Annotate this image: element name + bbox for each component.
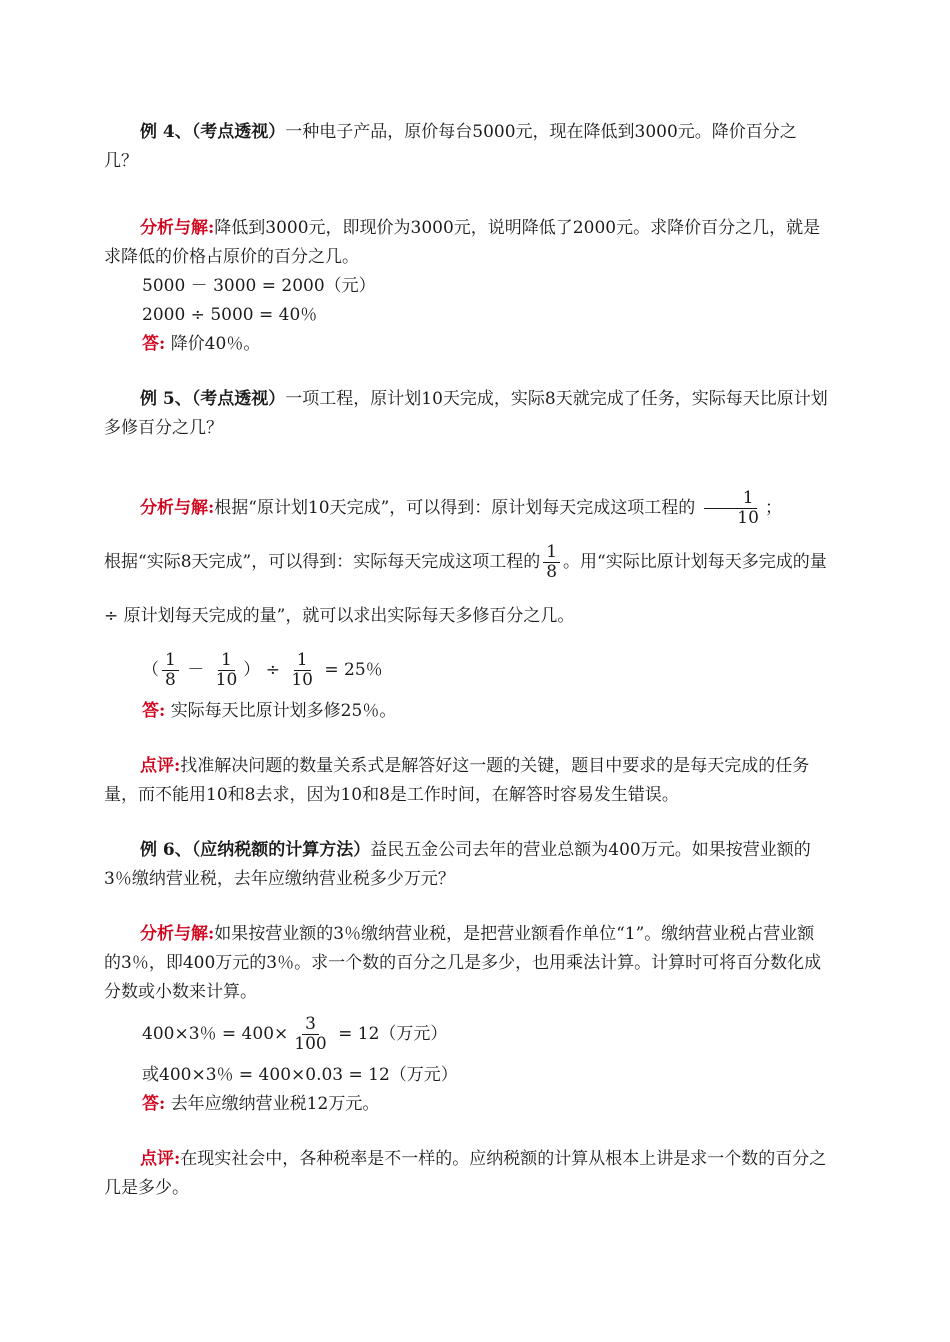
fraction <box>543 543 560 582</box>
example-4-question <box>104 118 828 176</box>
example-6-question <box>104 836 828 894</box>
comment-text: 找准解决问题的数量关系式是解答好这一题的关键，题目中要求的是每天完成的任务量，而不能用10和8去求，因为10和8是工作时间，在解答时容易发生错误。 <box>104 756 810 805</box>
document-page <box>104 118 828 1203</box>
analysis-text: 根据“原计划10天完成”，可以得到：原计划每天完成这项工程的 <box>214 498 696 518</box>
fraction-numerator: 1 <box>218 651 235 671</box>
example-4-analysis <box>104 214 828 272</box>
fraction-denominator: 8 <box>546 562 558 582</box>
example-5-comment <box>104 752 828 810</box>
analysis-text: 如果按营业额的3％缴纳营业税，是把营业额看作单位“1”。缴纳营业税占营业额的3％，即400万元的3％。求一个数的百分之几是多少，也用乘法计算。计算时可将百分数化成分数或小数来计算。 <box>104 924 822 1002</box>
answer-label: 答: <box>142 1094 166 1114</box>
equation-line: 5000 － 3000 = 2000（元） <box>142 276 376 296</box>
fraction-denominator: 10 <box>737 508 759 528</box>
analysis-text: ； <box>764 498 782 518</box>
example-4-text: 一种电子产品，原价每台5000元，现在降低到3000元。降价百分之几？ <box>104 122 797 171</box>
example-5-text: 一项工程，原计划10天完成，实际8天就完成了任务，实际每天比原计划多修百分之几？ <box>104 389 828 438</box>
comment-label: 点评: <box>140 1149 181 1169</box>
analysis-text: 降低到3000元，即现价为3000元，说明降低了2000元。求降价百分之几，就是求降低的价格占原价的百分之几。 <box>104 218 821 267</box>
analysis-text: 根据“实际8天完成”，可以得到：实际每天完成这项工程的 <box>104 552 541 572</box>
equation-result: = 25％ <box>324 660 383 680</box>
analysis-label: 分析与解: <box>140 924 215 944</box>
example-5-analysis-line2 <box>104 535 828 643</box>
equation-line <box>104 643 828 697</box>
answer-label: 答: <box>142 701 166 721</box>
example-6-comment <box>104 1145 828 1203</box>
example-5-title: 例 5、（考点透视） <box>140 389 286 409</box>
answer-text: 降价40％。 <box>170 334 261 354</box>
fraction-denominator: 10 <box>215 670 238 690</box>
analysis-label: 分析与解: <box>140 218 215 238</box>
fraction-numerator: 1 <box>543 543 560 563</box>
minus-sign: － <box>187 660 205 680</box>
divide-sign: ÷ <box>265 660 280 680</box>
analysis-text: 。用“实际比原计划每天多完成的量 ÷ 原计划每天完成的量”，就可以求出实际每天多修百分之几。 <box>104 552 827 626</box>
equation-line: 或400×3％ = 400×0.03 = 12（万元） <box>142 1065 458 1085</box>
answer-label: 答: <box>142 334 166 354</box>
fraction-numerator: 1 <box>294 651 311 671</box>
comment-label: 点评: <box>140 756 181 776</box>
fraction-numerator: 1 <box>704 489 757 509</box>
example-4-title: 例 4、（考点透视） <box>140 122 286 142</box>
answer-text: 去年应缴纳营业税12万元。 <box>170 1094 380 1114</box>
example-5-question <box>104 385 828 443</box>
fraction-denominator: 8 <box>165 670 176 690</box>
fraction <box>291 1015 329 1054</box>
equation-line: 2000 ÷ 5000 = 40％ <box>142 305 318 325</box>
comment-text: 在现实社会中，各种税率是不一样的。应纳税额的计算从根本上讲是求一个数的百分之几是多少。 <box>104 1149 827 1198</box>
fraction <box>698 489 762 528</box>
example-6-analysis <box>104 920 828 1007</box>
example-6-title: 例 6、（应纳税额的计算方法） <box>140 840 371 860</box>
answer-line <box>104 697 828 726</box>
answer-line <box>104 330 828 359</box>
fraction <box>162 651 179 690</box>
fraction-numerator: 3 <box>302 1015 319 1035</box>
fraction-numerator: 1 <box>162 651 179 671</box>
fraction-denominator: 100 <box>294 1034 327 1054</box>
paren-close: ） <box>243 660 261 680</box>
fraction-denominator: 10 <box>291 670 313 690</box>
answer-line <box>104 1090 828 1119</box>
answer-text: 实际每天比原计划多修25％。 <box>170 701 397 721</box>
equation-part: = 12（万元） <box>338 1024 448 1044</box>
fraction <box>288 651 316 690</box>
analysis-label: 分析与解: <box>140 498 215 518</box>
fraction <box>213 651 241 690</box>
example-5-analysis-line1 <box>104 481 828 535</box>
example-6-text: 益民五金公司去年的营业总额为400万元。如果按营业额的3％缴纳营业税，去年应缴纳营业税多少万元？ <box>104 840 811 889</box>
equation-part: 400×3％ = 400× <box>142 1024 289 1044</box>
paren-open: （ <box>142 660 159 680</box>
equation-line <box>104 1007 828 1061</box>
